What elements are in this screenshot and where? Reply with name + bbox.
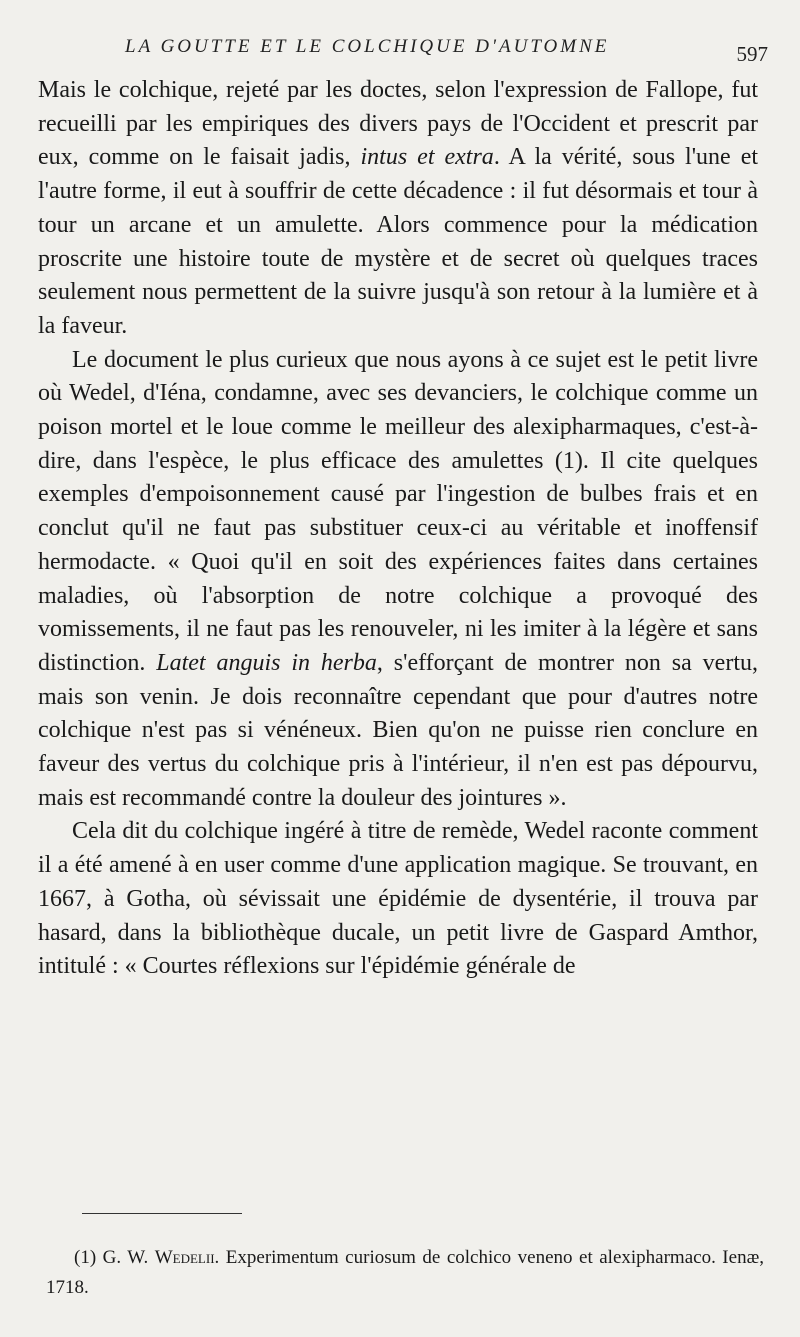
text-run: Mais le colchique, rejeté par les doctes, selon l'expression de Fallope, fut recueilli par les empiriques des divers pays de l'Occident et prescrit par eux, comme on le faisait jadis, [38,77,758,171]
footnote-divider [82,1213,242,1214]
footnote-author: Wedelii [154,1247,215,1268]
footnote-marker: (1) G. W. [74,1247,155,1268]
page-header [30,36,770,66]
italic-run: intus et extra [360,144,494,171]
body-text [38,74,758,984]
text-run: Cela dit du colchique ingéré à titre de remède, Wedel raconte comment il a été amené à en user comme d'une application magique. Se trouvant, en 1667, à Gotha, où sévissait une épidémie de dysentérie, il trouva par hasard, dans la bibliothèque ducale, un petit livre de Gaspard Amthor, intitulé : « Courtes réflexions sur l'épidémie générale de [38,818,758,980]
running-title: LA GOUTTE ET LE COLCHIQUE D'AUTOMNE [125,36,610,57]
italic-run: Latet anguis in herba [156,649,377,676]
paragraph-2 [38,344,758,816]
text-run: . A la vérité, sous l'une et l'autre forme, il eut à souffrir de cette décadence : il fut désormais et tour à tour un arcane et un amulette. Alors commence pour la médication proscrite une histoire toute de mystère et de secret où quelques traces seulement nous permettent de la suivre jusqu'à son retour à la lumière et à la faveur. [38,144,759,339]
page-number: 597 [736,42,768,66]
text-run: Le document le plus curieux que nous ayons à ce sujet est le petit livre où Wedel, d'Iéna, condamne, avec ses devanciers, le colchique comme un poison mortel et le loue comme le meilleur des alexipharmaques, c'est-à-dire, dans l'espèce, le plus efficace des amulettes (1). Il cite quelques exemples d'empoisonnement causé par l'ingestion de bulbes frais et en conclut qu'il ne faut pas substituer ceux-ci au véritable et inoffensif hermodacte. « Quoi qu'il en soit des expériences faites dans certaines maladies, où l'absorption de notre colchique a provoqué des vomissements, il ne faut pas les renouveler, ni les imiter à la légère et sans distinction. [38,346,758,676]
paragraph-1 [38,74,758,344]
paragraph-3 [38,815,758,984]
footnote-text: . Experimentum curiosum de colchico veneno et alexipharmaco. Ienæ, 1718. [46,1247,764,1298]
text-run: , s'efforçant de montrer non sa vertu, mais son venin. Je dois reconnaître cependant que pour d'autres notre colchique n'est pas si vénéneux. Bien qu'on ne puisse rien conclure en faveur des vertus du colchique pris à l'intérieur, il n'en est pas dépourvu, mais est recommandé contre la douleur des jointures ». [38,649,758,811]
footnote [46,1243,764,1303]
